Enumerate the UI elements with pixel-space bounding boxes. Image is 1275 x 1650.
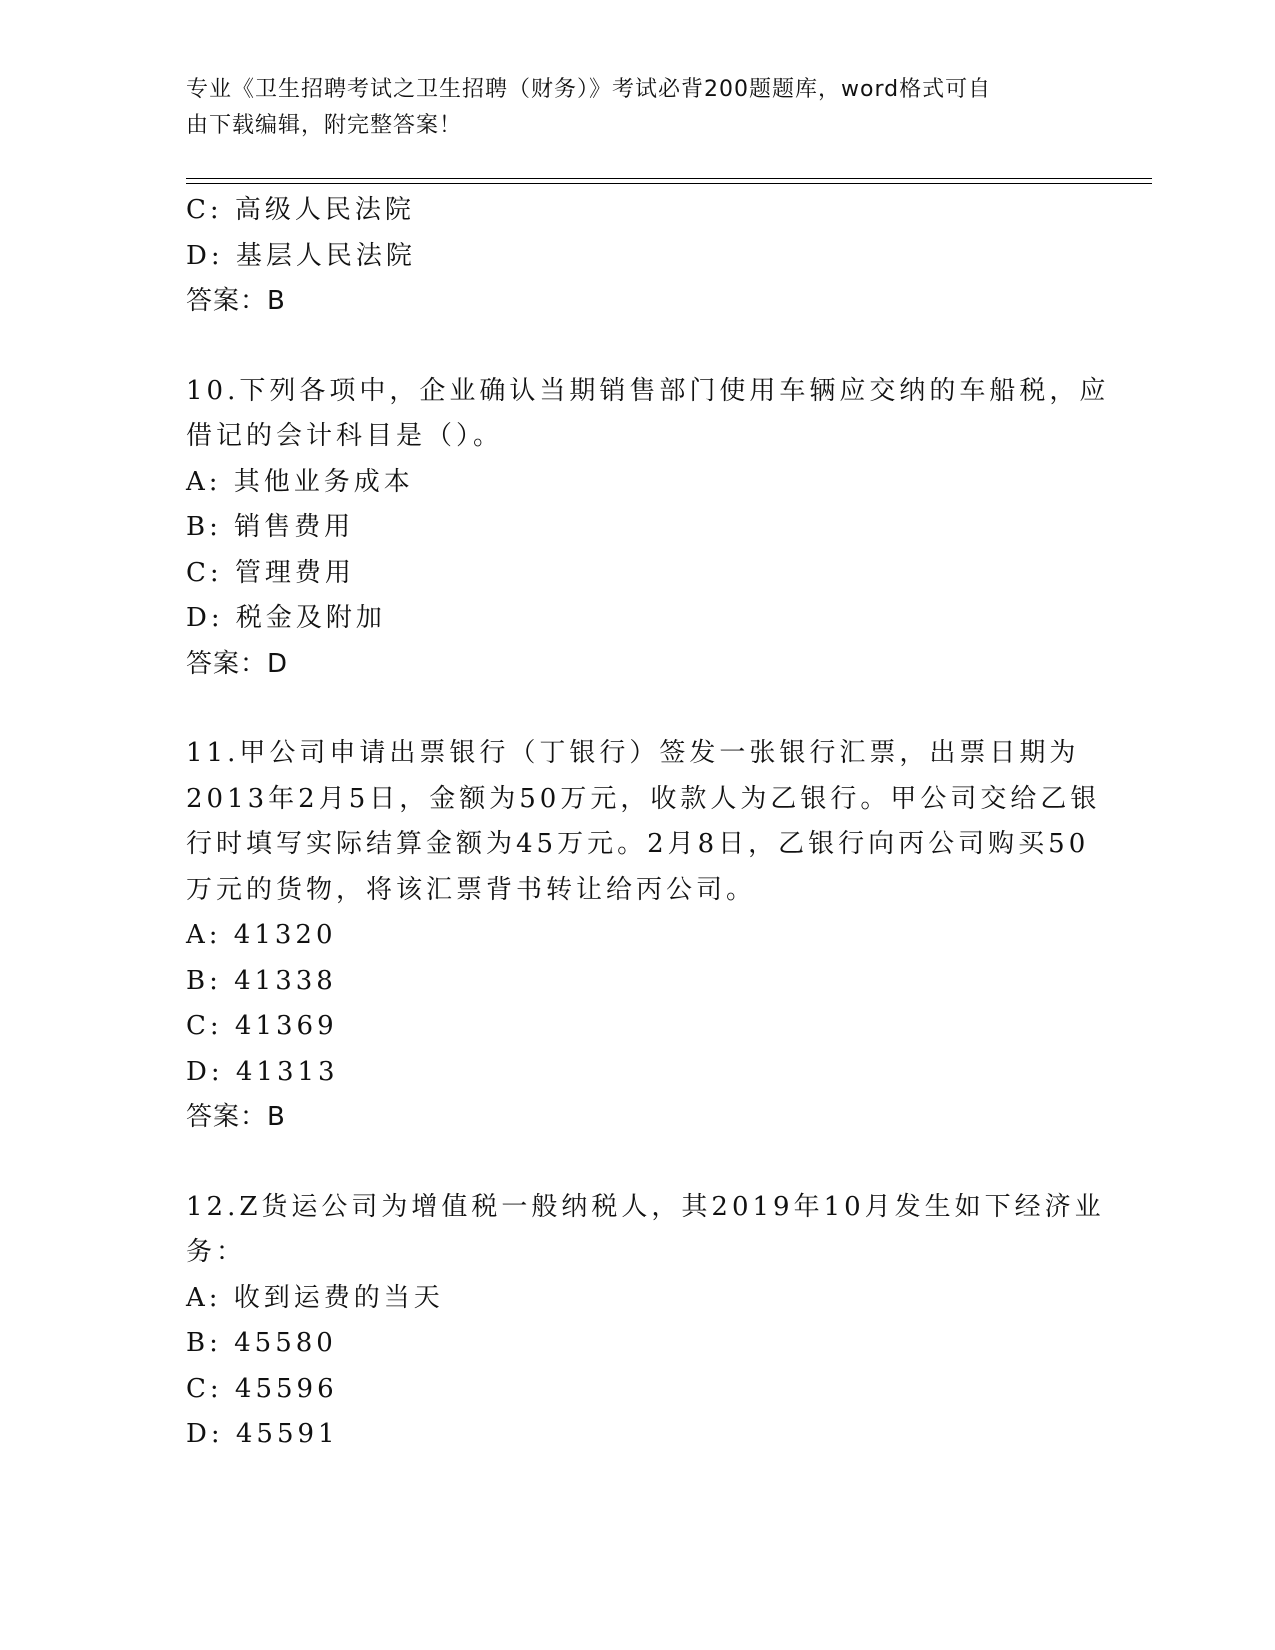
option-d: D: 税金及附加 bbox=[186, 603, 386, 633]
option-a: A: 收到运费的当天 bbox=[186, 1282, 444, 1313]
header-title-line-2: 由下载编辑，附完整答案！ bbox=[186, 113, 463, 138]
question-text-line: 万元的货物，将该汇票背书转让给丙公司。 bbox=[186, 874, 757, 905]
option-d: D: 基层人民法院 bbox=[186, 240, 416, 271]
option-a: A: 41320 bbox=[186, 920, 337, 950]
header-rule-top bbox=[186, 178, 1152, 179]
header-rule-bottom bbox=[186, 183, 1152, 184]
question-text-line: 10.下列各项中，企业确认当期销售部门使用车辆应交纳的车船税，应 bbox=[186, 375, 1110, 406]
option-c: C: 41369 bbox=[186, 1011, 338, 1041]
answer: 答案：B bbox=[186, 1102, 286, 1132]
document-header bbox=[186, 72, 1066, 144]
option-d: D: 41313 bbox=[186, 1056, 339, 1087]
question-text-line: 11.甲公司申请出票银行（丁银行）签发一张银行汇票，出票日期为 bbox=[186, 738, 1080, 768]
option-a: A: 其他业务成本 bbox=[186, 466, 414, 497]
option-c: C: 管理费用 bbox=[186, 557, 355, 588]
question-text-line: 行时填写实际结算金额为45万元。2月8日，乙银行向丙公司购买50 bbox=[186, 829, 1090, 859]
question-text-line: 12.Z货运公司为增值税一般纳税人，其2019年10月发生如下经济业 bbox=[186, 1191, 1105, 1222]
option-b: B: 45580 bbox=[186, 1328, 337, 1358]
option-d: D: 45591 bbox=[186, 1419, 339, 1449]
question-12 bbox=[186, 1185, 1105, 1458]
header-title-line-1: 专业《卫生招聘考试之卫生招聘（财务）》考试必背200题题库，word格式可自 bbox=[186, 77, 992, 102]
question-text-line: 2013年2月5日，金额为50万元，收款人为乙银行。甲公司交给乙银 bbox=[186, 783, 1101, 814]
prev-question bbox=[186, 188, 1086, 325]
question-10 bbox=[186, 369, 1110, 688]
option-c: C: 高级人民法院 bbox=[186, 195, 415, 225]
question-text-line: 务： bbox=[186, 1237, 247, 1267]
option-b: B: 销售费用 bbox=[186, 512, 355, 542]
option-b: B: 41338 bbox=[186, 965, 337, 996]
answer: 答案：B bbox=[186, 286, 286, 316]
option-c: C: 45596 bbox=[186, 1373, 338, 1404]
question-text-line: 借记的会计科目是（）。 bbox=[186, 421, 504, 451]
answer: 答案：D bbox=[186, 648, 289, 679]
question-list bbox=[186, 188, 1110, 1458]
question-11 bbox=[186, 731, 1101, 1141]
